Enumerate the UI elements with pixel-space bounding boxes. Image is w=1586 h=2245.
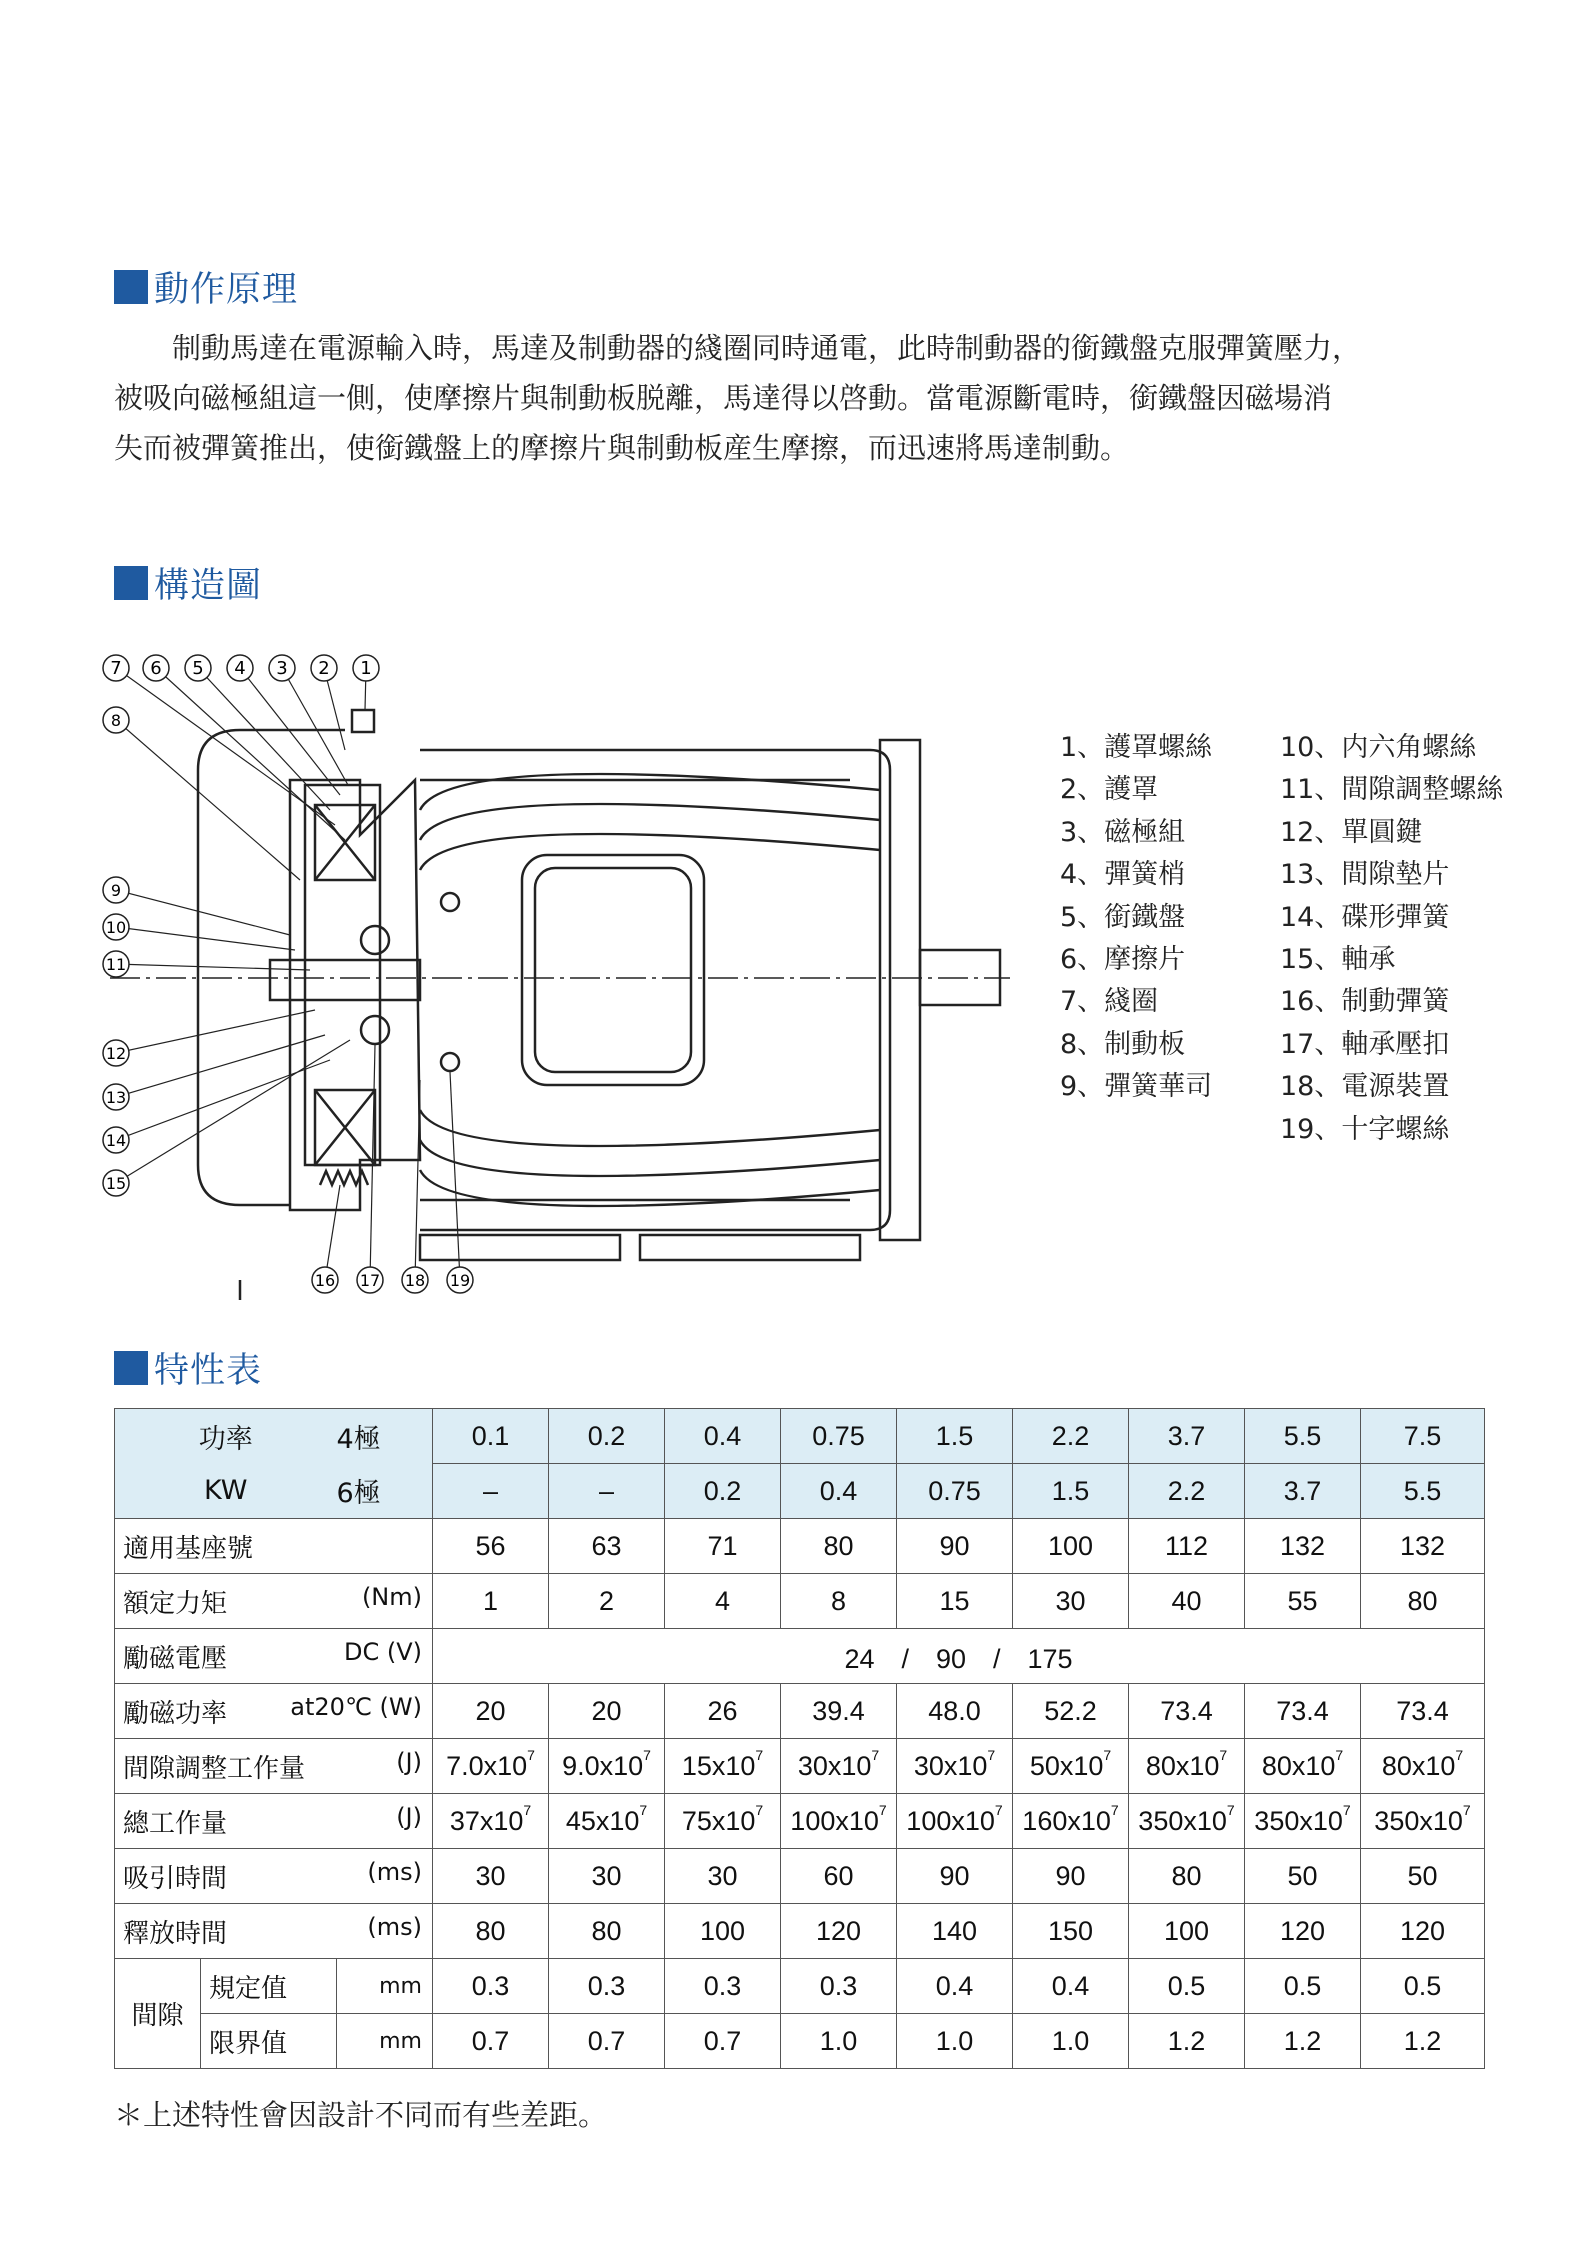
value-cell — [897, 1794, 1013, 1849]
value-exponent: 7 — [1226, 1801, 1235, 1818]
value-cell: 1.2 — [1245, 2014, 1361, 2069]
value-cell — [433, 1739, 549, 1794]
row-label — [115, 1684, 433, 1739]
value-cell: 50 — [1361, 1849, 1485, 1904]
value-cell: – — [433, 1464, 549, 1519]
value-cell: 1 — [433, 1574, 549, 1629]
value-cell — [1245, 1794, 1361, 1849]
title-square-icon — [114, 270, 148, 304]
callout — [103, 1127, 129, 1153]
callout — [402, 1267, 428, 1293]
part-item: 7、綫圈 — [1060, 986, 1159, 1018]
part-item: 17、軸承壓扣 — [1280, 1028, 1450, 1060]
row-unit: (ms) — [367, 1857, 422, 1886]
callout — [185, 655, 211, 681]
value-cell: 1.0 — [781, 2014, 897, 2069]
value-cell: 80 — [433, 1904, 549, 1959]
row-label-text: 額定力矩 — [123, 1588, 228, 1619]
value-cell: 63 — [549, 1519, 665, 1574]
table-row — [115, 1959, 1485, 2014]
gap-sub-label: 規定值 — [201, 1959, 337, 2014]
value-cell: 1.5 — [897, 1409, 1013, 1464]
svg-text:7: 7 — [110, 658, 122, 679]
value-cell — [1129, 1739, 1245, 1794]
part-item: 1、護罩螺絲 — [1060, 732, 1213, 763]
value-cell: 0.75 — [781, 1409, 897, 1464]
value-cell — [897, 1739, 1013, 1794]
value-cell: 0.7 — [433, 2014, 549, 2069]
value-cell: 20 — [433, 1684, 549, 1739]
value-cell: 30 — [665, 1849, 781, 1904]
table-row — [115, 1739, 1485, 1794]
value-base: 45x10 — [565, 1805, 640, 1836]
value-exponent: 7 — [878, 1801, 887, 1818]
value-cell: 55 — [1245, 1574, 1361, 1629]
part-item: 19、十字螺絲 — [1280, 1113, 1450, 1145]
part-item: 10、内六角螺絲 — [1280, 732, 1477, 763]
value-cell: 0.7 — [665, 2014, 781, 2069]
value-exponent: 7 — [755, 1746, 764, 1763]
value-cell: 80 — [549, 1904, 665, 1959]
part-item: 11、間隙調整螺絲 — [1280, 774, 1504, 806]
row-unit: (Nm) — [361, 1582, 422, 1611]
row-label-text: 勵磁電壓 — [123, 1643, 228, 1674]
value-cell: 1.2 — [1129, 2014, 1245, 2069]
value-cell: 120 — [1245, 1904, 1361, 1959]
value-base: 350x10 — [1254, 1805, 1343, 1836]
value-cell: 1.0 — [1013, 2014, 1129, 2069]
value-cell: 1.5 — [1013, 1464, 1129, 1519]
value-cell: 120 — [781, 1904, 897, 1959]
value-cell — [1361, 1794, 1485, 1849]
value-base: 350x10 — [1138, 1805, 1227, 1836]
value-exponent: 7 — [1462, 1801, 1471, 1818]
svg-text:6: 6 — [150, 658, 162, 679]
callout — [143, 655, 169, 681]
value-cell: 90 — [897, 1519, 1013, 1574]
structure-diagram — [90, 640, 1020, 1310]
value-cell: 2.2 — [1129, 1464, 1245, 1519]
value-cell: 48.0 — [897, 1684, 1013, 1739]
value-base: 160x10 — [1022, 1805, 1111, 1836]
value-cell: 71 — [665, 1519, 781, 1574]
value-exponent: 7 — [994, 1801, 1003, 1818]
value-base: 50x10 — [1029, 1750, 1104, 1781]
part-item: 15、軸承 — [1280, 944, 1396, 976]
value-cell — [1013, 1739, 1129, 1794]
callout — [103, 877, 129, 903]
svg-text:2: 2 — [318, 658, 330, 679]
row-label-text: 吸引時間 — [123, 1863, 228, 1894]
svg-text:8: 8 — [110, 711, 122, 730]
row-label — [115, 1519, 433, 1574]
value-cell — [549, 1794, 665, 1849]
svg-text:1: 1 — [360, 658, 372, 679]
value-cell — [665, 1794, 781, 1849]
value-cell: 90 — [897, 1849, 1013, 1904]
section-title-spec: 特性表 — [114, 1343, 262, 1393]
value-cell: 0.5 — [1245, 1959, 1361, 2014]
gap-unit: mm — [337, 2014, 433, 2069]
parts-list-col1 — [1060, 727, 1212, 1109]
value-cell: 0.4 — [897, 1959, 1013, 2014]
value-cell: 8 — [781, 1574, 897, 1629]
principle-paragraph: 制動馬達在電源輸入時，馬達及制動器的綫圈同時通電，此時制動器的銜鐵盤克服彈簧壓力， 被吸向磁極組這一側，使摩擦片與制動板脱離，馬達得以啓動。當電源斷電時，銜鐵盤因磁場消 失而被彈簧推出，使銜鐵盤上的摩擦片與制動板産生摩擦，而迅速將馬達制動。 — [114, 331, 1362, 465]
svg-text:19: 19 — [449, 1271, 471, 1290]
value-cell: 40 — [1129, 1574, 1245, 1629]
value-base: 80x10 — [1381, 1750, 1456, 1781]
table-row — [115, 1684, 1485, 1739]
value-exponent: 7 — [1219, 1746, 1228, 1763]
value-cell — [549, 1739, 665, 1794]
callout — [311, 655, 337, 681]
voltage-value: 24 / 90 / 175 — [433, 1629, 1485, 1684]
value-cell: 0.5 — [1129, 1959, 1245, 2014]
value-base: 30x10 — [797, 1750, 872, 1781]
value-cell: 60 — [781, 1849, 897, 1904]
row-unit: DC (V) — [343, 1637, 422, 1666]
part-item: 4、彈簧梢 — [1060, 859, 1186, 891]
callouts-bottom — [312, 1267, 473, 1293]
part-item: 9、彈簧華司 — [1060, 1071, 1213, 1103]
value-cell — [1013, 1794, 1129, 1849]
value-exponent: 7 — [523, 1801, 532, 1818]
part-item: 13、間隙墊片 — [1280, 859, 1450, 891]
value-cell: 50 — [1245, 1849, 1361, 1904]
gap-label: 間隙 — [115, 1959, 201, 2069]
svg-text:15: 15 — [105, 1174, 127, 1193]
part-item: 14、碟形彈簧 — [1280, 901, 1450, 933]
value-cell: 73.4 — [1361, 1684, 1485, 1739]
svg-text:12: 12 — [105, 1044, 127, 1063]
row-label — [115, 1849, 433, 1904]
value-cell: 0.5 — [1361, 1959, 1485, 2014]
value-cell: 0.4 — [781, 1464, 897, 1519]
value-cell: 30 — [549, 1849, 665, 1904]
value-cell: 90 — [1013, 1849, 1129, 1904]
value-cell: 0.3 — [433, 1959, 549, 2014]
callout — [269, 655, 295, 681]
value-cell: 132 — [1361, 1519, 1485, 1574]
value-cell: 132 — [1245, 1519, 1361, 1574]
value-cell: 1.2 — [1361, 2014, 1485, 2069]
part-item: 18、電源裝置 — [1280, 1071, 1450, 1103]
value-cell — [1245, 1739, 1361, 1794]
row-unit: (J) — [396, 1747, 422, 1776]
callout — [103, 707, 129, 733]
table-row — [115, 1849, 1485, 1904]
callouts-top — [103, 655, 379, 681]
value-cell — [1129, 1794, 1245, 1849]
value-cell: 56 — [433, 1519, 549, 1574]
callout — [312, 1267, 338, 1293]
callout — [103, 1084, 129, 1110]
callout — [447, 1267, 473, 1293]
value-exponent: 7 — [871, 1746, 880, 1763]
value-cell: 39.4 — [781, 1684, 897, 1739]
value-base: 37x10 — [449, 1805, 524, 1836]
value-exponent: 7 — [639, 1801, 648, 1818]
callout — [357, 1267, 383, 1293]
value-cell: 100 — [665, 1904, 781, 1959]
svg-text:4: 4 — [234, 658, 246, 679]
value-cell — [433, 1794, 549, 1849]
value-cell: 5.5 — [1245, 1409, 1361, 1464]
spec-table — [114, 1408, 1485, 2069]
row-label-text: 總工作量 — [123, 1808, 228, 1839]
value-cell: 0.7 — [549, 2014, 665, 2069]
value-cell: 2 — [549, 1574, 665, 1629]
value-cell — [665, 1739, 781, 1794]
svg-text:5: 5 — [192, 658, 204, 679]
svg-text:17: 17 — [359, 1271, 381, 1290]
parts-list-col2 — [1280, 727, 1503, 1151]
value-cell: 30 — [433, 1849, 549, 1904]
value-exponent: 7 — [527, 1746, 535, 1763]
part-item: 2、護罩 — [1060, 774, 1159, 806]
value-base: 30x10 — [913, 1750, 988, 1781]
value-cell: 0.75 — [897, 1464, 1013, 1519]
value-cell — [1361, 1739, 1485, 1794]
callout — [353, 655, 379, 681]
value-cell: 80 — [1361, 1574, 1485, 1629]
value-cell: 80 — [1129, 1849, 1245, 1904]
value-exponent: 7 — [1335, 1746, 1344, 1763]
part-item: 5、銜鐵盤 — [1060, 901, 1186, 933]
row-label-text: 釋放時間 — [123, 1918, 228, 1949]
value-cell: 7.5 — [1361, 1409, 1485, 1464]
gap-unit: mm — [337, 1959, 433, 2014]
pole4-cell: 4極 — [337, 1409, 433, 1464]
value-cell — [781, 1794, 897, 1849]
part-item: 16、制動彈簧 — [1280, 986, 1450, 1018]
callouts-left — [103, 707, 129, 1196]
value-cell: 4 — [665, 1574, 781, 1629]
value-cell: 0.1 — [433, 1409, 549, 1464]
footnote: ＊上述特性會因設計不同而有些差距。 — [114, 2098, 608, 2132]
value-cell: 0.4 — [1013, 1959, 1129, 2014]
value-cell: 112 — [1129, 1519, 1245, 1574]
value-cell: 20 — [549, 1684, 665, 1739]
value-base: 9.0x10 — [562, 1750, 644, 1781]
value-cell: 0.3 — [549, 1959, 665, 2014]
value-exponent: 7 — [1342, 1801, 1351, 1818]
row-label — [115, 1739, 433, 1794]
value-cell: 0.2 — [549, 1409, 665, 1464]
row-label — [115, 1904, 433, 1959]
section-title-principle: 動作原理 — [114, 262, 298, 312]
title-square-icon — [114, 566, 148, 600]
value-exponent: 7 — [755, 1801, 764, 1818]
value-base: 80x10 — [1145, 1750, 1220, 1781]
value-cell: 150 — [1013, 1904, 1129, 1959]
svg-text:13: 13 — [105, 1088, 127, 1107]
value-cell: 5.5 — [1361, 1464, 1485, 1519]
value-cell: 120 — [1361, 1904, 1485, 1959]
value-exponent: 7 — [987, 1746, 996, 1763]
value-cell: 3.7 — [1129, 1409, 1245, 1464]
part-item: 8、制動板 — [1060, 1028, 1186, 1060]
table-row — [115, 2014, 1485, 2069]
svg-text:11: 11 — [105, 955, 127, 974]
value-cell: 30 — [1013, 1574, 1129, 1629]
value-cell: 0.3 — [665, 1959, 781, 2014]
value-cell: 3.7 — [1245, 1464, 1361, 1519]
value-base: 7.0x10 — [446, 1750, 528, 1781]
table-row — [115, 1794, 1485, 1849]
svg-text:14: 14 — [105, 1131, 127, 1150]
table-row — [115, 1464, 1485, 1519]
value-cell: 2.2 — [1013, 1409, 1129, 1464]
svg-text:16: 16 — [314, 1271, 336, 1290]
row-label-text: 勵磁功率 — [123, 1698, 228, 1729]
value-cell: 0.3 — [781, 1959, 897, 2014]
table-row — [115, 1409, 1485, 1464]
value-base: 350x10 — [1374, 1805, 1463, 1836]
svg-text:9: 9 — [110, 881, 122, 900]
row-label-text: 間隙調整工作量 — [123, 1753, 306, 1784]
value-cell: 73.4 — [1245, 1684, 1361, 1739]
table-row — [115, 1519, 1485, 1574]
section-title-structure: 構造圖 — [114, 558, 262, 608]
value-cell: 100 — [1129, 1904, 1245, 1959]
value-base: 100x10 — [906, 1805, 995, 1836]
callout — [103, 1040, 129, 1066]
value-cell: 140 — [897, 1904, 1013, 1959]
table-row — [115, 1574, 1485, 1629]
callout — [103, 951, 129, 977]
value-cell: 15 — [897, 1574, 1013, 1629]
svg-text:3: 3 — [276, 658, 288, 679]
svg-text:18: 18 — [404, 1271, 426, 1290]
callout — [227, 655, 253, 681]
table-row — [115, 1904, 1485, 1959]
value-exponent: 7 — [1455, 1746, 1464, 1763]
part-item: 3、磁極組 — [1060, 816, 1186, 848]
value-base: 80x10 — [1261, 1750, 1336, 1781]
row-unit: (ms) — [367, 1912, 422, 1941]
power-label-cell: 功率 — [115, 1409, 337, 1464]
value-cell: 0.4 — [665, 1409, 781, 1464]
row-label-text: 適用基座號 — [123, 1533, 254, 1564]
value-cell: 100 — [1013, 1519, 1129, 1574]
row-unit: at20℃ (W) — [290, 1692, 422, 1721]
part-item: 12、單圓鍵 — [1280, 816, 1423, 848]
value-cell: – — [549, 1464, 665, 1519]
value-base: 15x10 — [681, 1750, 756, 1781]
value-base: 75x10 — [681, 1805, 756, 1836]
pole6-cell: 6極 — [337, 1464, 433, 1519]
callout — [103, 1170, 129, 1196]
callout — [103, 914, 129, 940]
value-cell: 1.0 — [897, 2014, 1013, 2069]
value-cell — [781, 1739, 897, 1794]
value-exponent: 7 — [643, 1746, 651, 1763]
title-square-icon — [114, 1351, 148, 1385]
row-unit: (J) — [396, 1802, 422, 1831]
value-base: 100x10 — [790, 1805, 879, 1836]
gap-sub-label: 限界值 — [201, 2014, 337, 2069]
value-exponent: 7 — [1103, 1746, 1112, 1763]
value-cell: 80 — [781, 1519, 897, 1574]
value-cell: 26 — [665, 1684, 781, 1739]
row-label — [115, 1794, 433, 1849]
power-unit-cell: KW — [115, 1464, 337, 1519]
table-row — [115, 1629, 1485, 1684]
svg-text:10: 10 — [105, 918, 127, 937]
value-cell: 0.2 — [665, 1464, 781, 1519]
value-cell: 73.4 — [1129, 1684, 1245, 1739]
callout — [103, 655, 129, 681]
row-label — [115, 1629, 433, 1684]
value-cell: 52.2 — [1013, 1684, 1129, 1739]
row-label — [115, 1574, 433, 1629]
value-exponent: 7 — [1110, 1801, 1119, 1818]
part-item: 6、摩擦片 — [1060, 944, 1186, 976]
